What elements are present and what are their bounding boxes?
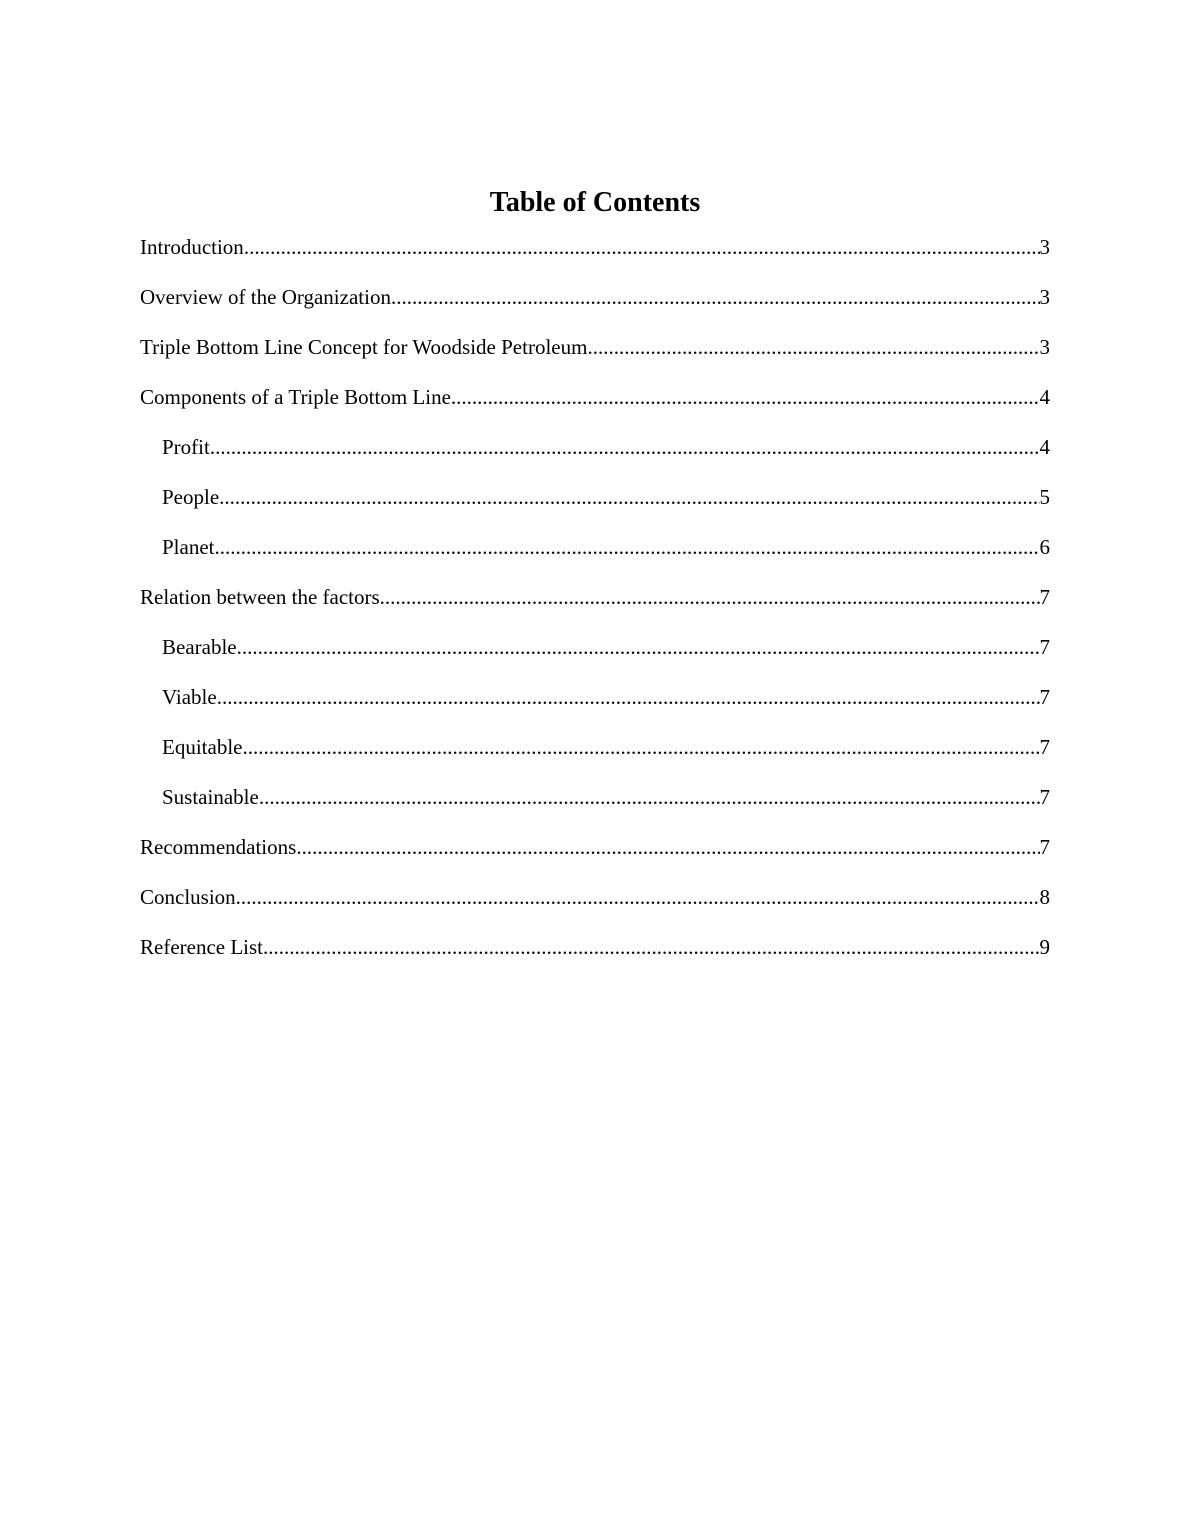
dot-leader — [380, 581, 1040, 613]
dot-leader — [219, 481, 1039, 513]
toc-entry-label: Components of a Triple Bottom Line — [140, 385, 451, 409]
toc-list — [140, 231, 1050, 981]
toc-entry-triple-bottom-line-concept[interactable] — [140, 331, 1050, 381]
toc-entry-page-number: 7 — [1039, 685, 1050, 709]
toc-entry-label: Bearable — [162, 635, 237, 659]
toc-entry-overview-of-the-organization[interactable] — [140, 281, 1050, 331]
toc-entry-label: Sustainable — [162, 785, 259, 809]
dot-leader — [451, 381, 1040, 413]
toc-entry-bearable[interactable] — [140, 631, 1050, 681]
toc-entry-components-of-a-triple-bottom-line[interactable] — [140, 381, 1050, 431]
dot-leader — [215, 531, 1040, 563]
toc-entry-reference-list[interactable] — [140, 931, 1050, 981]
toc-entry-label: Planet — [162, 535, 215, 559]
toc-entry-introduction[interactable] — [140, 231, 1050, 281]
toc-entry-page-number: 7 — [1039, 835, 1050, 859]
dot-leader — [242, 731, 1039, 763]
toc-entry-page-number: 7 — [1039, 635, 1050, 659]
toc-entry-equitable[interactable] — [140, 731, 1050, 781]
toc-entry-page-number: 7 — [1039, 735, 1050, 759]
dot-leader — [263, 931, 1039, 963]
toc-entry-page-number: 3 — [1039, 335, 1050, 359]
toc-title: Table of Contents — [489, 187, 701, 218]
toc-entry-page-number: 4 — [1039, 435, 1050, 459]
dot-leader — [587, 331, 1039, 363]
dot-leader — [259, 781, 1040, 813]
toc-entry-label: Triple Bottom Line Concept for Woodside Petroleum — [140, 335, 588, 359]
toc-entry-label: Relation between the factors — [140, 585, 380, 609]
dot-leader — [217, 681, 1040, 713]
toc-entry-planet[interactable] — [140, 531, 1050, 581]
toc-entry-recommendations[interactable] — [140, 831, 1050, 881]
toc-entry-page-number: 6 — [1039, 535, 1050, 559]
dot-leader — [391, 281, 1040, 313]
toc-entry-page-number: 7 — [1039, 585, 1050, 609]
toc-entry-label: Conclusion — [140, 885, 236, 909]
toc-entry-viable[interactable] — [140, 681, 1050, 731]
toc-entry-label: Viable — [162, 685, 217, 709]
dot-leader — [236, 881, 1040, 913]
toc-entry-page-number: 3 — [1039, 285, 1050, 309]
toc-entry-page-number: 4 — [1039, 385, 1050, 409]
toc-entry-page-number: 7 — [1039, 785, 1050, 809]
toc-entry-relation-between-the-factors[interactable] — [140, 581, 1050, 631]
dot-leader — [237, 631, 1040, 663]
toc-entry-page-number: 8 — [1039, 885, 1050, 909]
toc-entry-label: Profit — [162, 435, 210, 459]
dot-leader — [244, 231, 1040, 263]
dot-leader — [296, 831, 1039, 863]
toc-entry-label: Recommendations — [140, 835, 297, 859]
toc-entry-label: Introduction — [140, 235, 244, 259]
toc-entry-label: People — [162, 485, 220, 509]
toc-entry-label: Reference List — [140, 935, 264, 959]
toc-entry-label: Overview of the Organization — [140, 285, 391, 309]
toc-entry-conclusion[interactable] — [140, 881, 1050, 931]
toc-entry-page-number: 9 — [1039, 935, 1050, 959]
dot-leader — [210, 431, 1040, 463]
toc-entry-page-number: 5 — [1039, 485, 1050, 509]
toc-entry-label: Equitable — [162, 735, 243, 759]
toc-entry-page-number: 3 — [1039, 235, 1050, 259]
toc-entry-sustainable[interactable] — [140, 781, 1050, 831]
toc-entry-profit[interactable] — [140, 431, 1050, 481]
toc-entry-people[interactable] — [140, 481, 1050, 531]
